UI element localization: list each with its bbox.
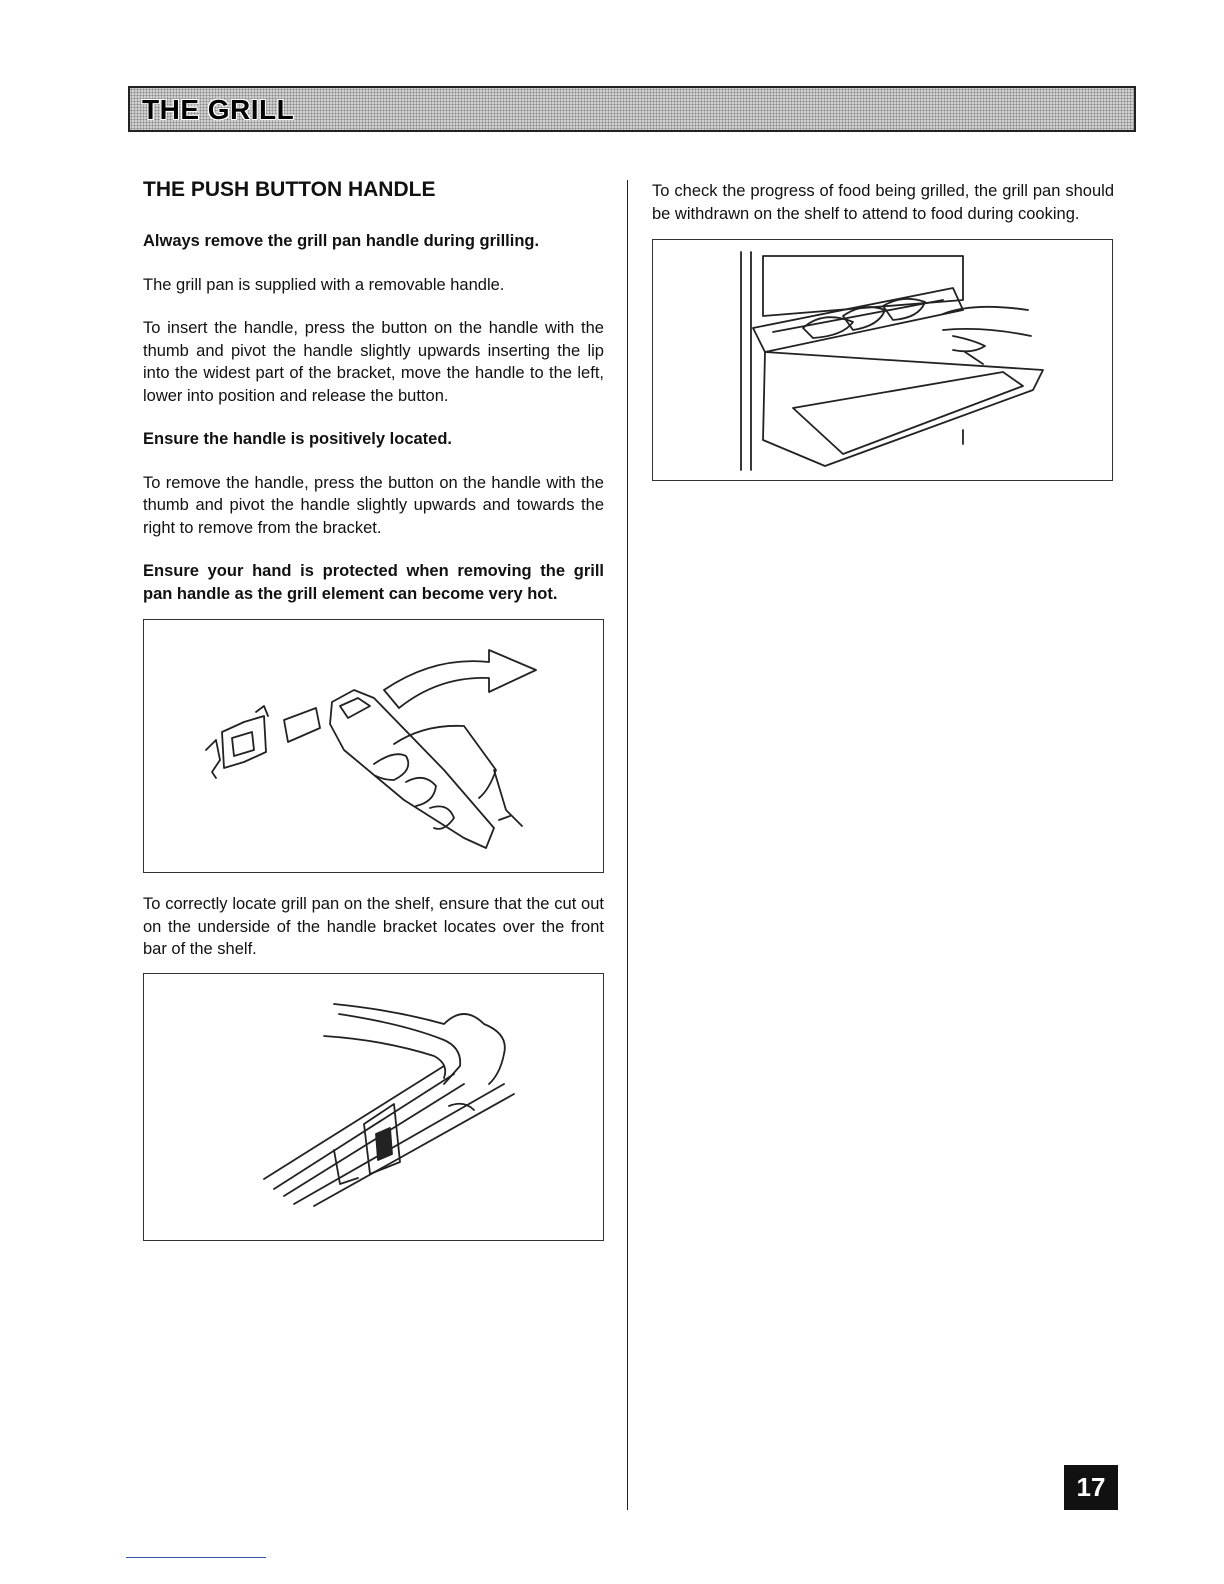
handle-lip: [284, 708, 320, 742]
left-column: [143, 178, 604, 1241]
paragraph-remove-handle: To remove the handle, press the button on the handle with the thumb and pivot the handle slightly upwards and towards the right to remove from the bracket.: [143, 473, 604, 537]
column-divider: [627, 180, 628, 1510]
bracket-shape: [222, 716, 266, 768]
right-column: [652, 180, 1114, 481]
grill-pan-illustration: [652, 239, 1113, 481]
handle-illustration: [143, 619, 604, 873]
shelf-illustration: [143, 973, 604, 1241]
footer-rule: [126, 1557, 266, 1558]
paragraph-locate-grill-pan: To correctly locate grill pan on the shelf, ensure that the cut out on the underside of the handle bracket locates over the front bar of the shelf.: [143, 895, 604, 958]
shelf-drawing: [144, 974, 605, 1242]
oven-door: [763, 352, 1043, 466]
grill-pan-rim: [334, 1004, 505, 1084]
grill-pan: [753, 288, 963, 352]
hand-upper: [943, 307, 1028, 314]
section-heading: THE PUSH BUTTON HANDLE: [143, 178, 436, 201]
banner-title: THE GRILL: [142, 94, 295, 125]
arrow-shape: [384, 650, 536, 708]
paragraph-check-progress: To check the progress of food being grilled, the grill pan should be withdrawn on the shelf to attend to food during cooking.: [652, 182, 1114, 223]
section-banner: [128, 86, 1136, 132]
paragraph-insert-handle: To insert the handle, press the button on the handle with the thumb and pivot the handle slightly upwards inserting the lip into the widest part of the bracket, move the handle to the left, lower into position and release the button.: [143, 319, 604, 405]
warning-remove-handle: Always remove the grill pan handle during grilling.: [143, 232, 540, 250]
warning-positively-located: Ensure the handle is positively located.: [143, 430, 453, 448]
handle-drawing: [144, 620, 605, 874]
grill-drawing: [653, 240, 1114, 482]
page-number: 17: [1064, 1465, 1118, 1510]
paragraph-supplied-handle: The grill pan is supplied with a removable handle.: [143, 275, 505, 294]
warning-hand-protected: Ensure your hand is protected when removing the grill pan handle as the grill element can become very hot.: [143, 562, 604, 603]
